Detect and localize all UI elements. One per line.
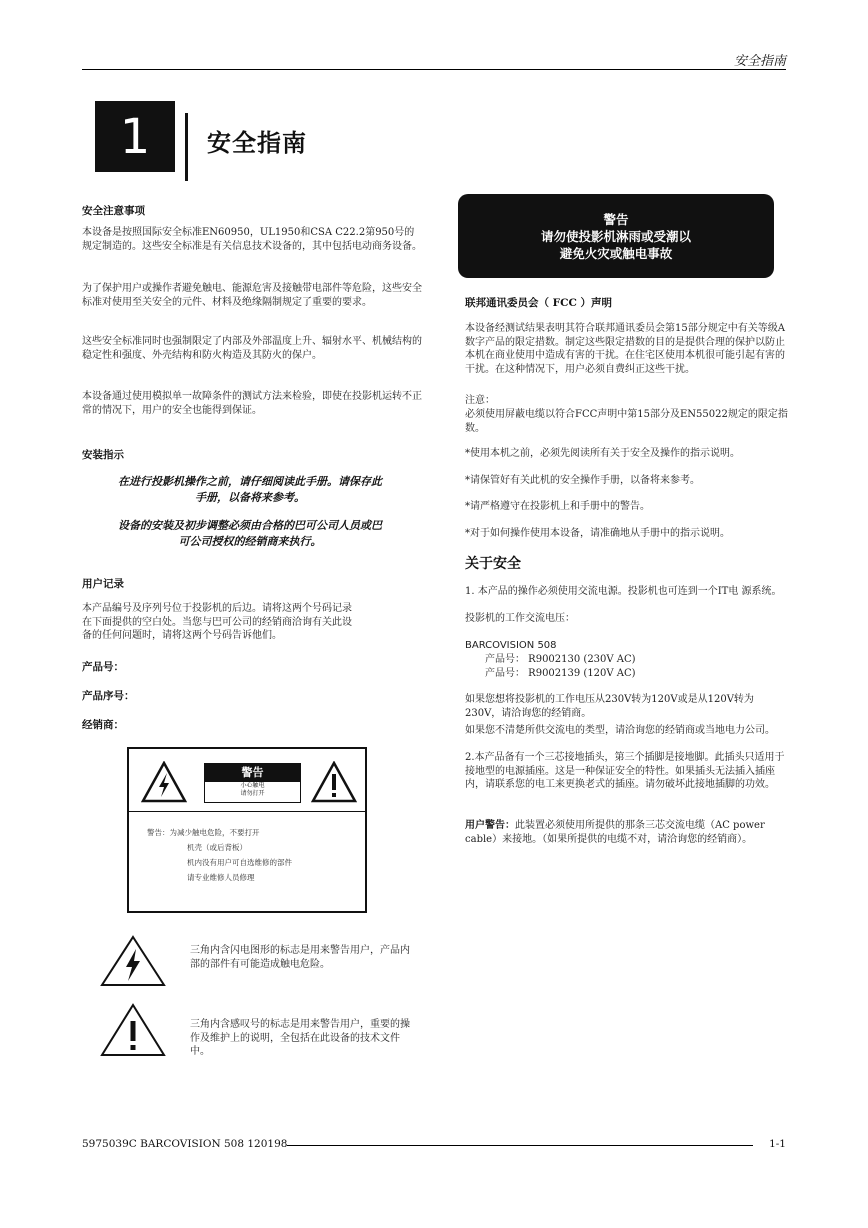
warning-title: 警告 bbox=[603, 211, 629, 227]
panel-line-3: 机内没有用户可自选维修的部件 bbox=[187, 858, 292, 867]
model-name: BARCOVISION 508 bbox=[465, 640, 557, 651]
warning-line-2: 避免火灾或触电事故 bbox=[559, 245, 673, 261]
bullet-1: *使用本机之前，必须先阅读所有关于安全及操作的指示说明。 bbox=[465, 448, 740, 459]
panel-warning-title: 警告 bbox=[205, 764, 300, 782]
warning-line-1: 请勿使投影机淋雨或受潮以 bbox=[540, 228, 691, 244]
panel-line-2: 机壳（或后背板） bbox=[187, 843, 247, 852]
lightning-symbol-icon bbox=[100, 935, 166, 987]
exclamation-warning-icon bbox=[311, 761, 357, 803]
chapter-number: 1 bbox=[119, 108, 151, 165]
safety-heading: 安全注意事项 bbox=[82, 205, 145, 217]
footer-rule bbox=[287, 1145, 753, 1146]
chapter-title: 安全指南 bbox=[207, 128, 307, 157]
panel-warning-sub-2: 请勿打开 bbox=[240, 790, 265, 797]
fcc-paragraph: 本设备经测试结果表明其符合联邦通讯委员会第15部分规定中有关等级A数字产品的限定措数。制定这些限定措数的目的是提供合理的保护以防止本机在商业使用中造成有害的干扰。在住宅区使用本机很可能引起有害的干扰。在这种情况下，用户必须自费纠正这些干扰。 bbox=[465, 323, 785, 375]
model-line-1: 产品号： R9002130 (230V AC) bbox=[485, 654, 636, 665]
user-warning bbox=[465, 819, 790, 846]
header-title: 安全指南 bbox=[733, 54, 786, 69]
install-emphasis-2: 设备的安装及初步调整必须由合格的巴可公司人员或巴可公司授权的经销商来执行。 bbox=[118, 519, 382, 548]
install-heading: 安装指示 bbox=[82, 449, 124, 461]
serial-number-label: 产品序号： bbox=[82, 690, 135, 702]
moisture-warning-box bbox=[458, 194, 774, 278]
about-paragraph-4: 如果您不清楚所供交流电的类型，请洽询您的经销商或当地电力公司。 bbox=[465, 725, 775, 736]
product-number-label: 产品号： bbox=[82, 661, 124, 673]
safety-paragraph-3: 这些安全标准同时也强制限定了内部及外部温度上升、辐射水平、机械结构的稳定性和强度、外壳结构和防火构造及其防火的保户。 bbox=[82, 336, 422, 361]
model-line-2: 产品号： R9002139 (120V AC) bbox=[485, 668, 636, 679]
chapter-number-box bbox=[95, 101, 175, 172]
safety-paragraph-2: 为了保护用户或操作者避免触电、能源危害及接触带电部件等危险，这些安全标准对使用至关安全的元件、材料及绝缘隔制规定了重要的要求。 bbox=[82, 283, 422, 308]
about-paragraph-1: 1. 本产品的操作必须使用交流电源。投影机也可连到一个IT电 源系统。 bbox=[465, 586, 782, 597]
note-paragraph: 必须使用屏蔽电缆以符合FCC声明中第15部分及EN55022规定的限定指数。 bbox=[465, 409, 788, 434]
record-heading: 用户记录 bbox=[82, 578, 124, 590]
about-paragraph-3: 如果您想将投影机的工作电压从230V转为120V或是从120V转为230V，请洽询您的经销商。 bbox=[465, 694, 754, 719]
panel-line-1: 警告：为减少触电危险，不要打开 bbox=[147, 828, 260, 837]
panel-text bbox=[147, 825, 292, 885]
exclamation-symbol-description: 三角内含感叹号的标志是用来警告用户，重要的操作及维护上的说明，全包括在此设备的技术文件中。 bbox=[190, 1019, 410, 1057]
panel-warning-sub-1: 小心触电 bbox=[240, 782, 265, 789]
safety-paragraph-4: 本设备通过使用模拟单一故障条件的测试方法来检验，即使在投影机运转不正常的情况下，用户的安全也能得到保证。 bbox=[82, 391, 422, 416]
user-warning-label: 用户警告： bbox=[465, 820, 515, 831]
lightning-symbol-description: 三角内含闪电图形的标志是用来警告用户，产品内部的部件有可能造成触电危险。 bbox=[190, 945, 410, 970]
safety-paragraph-1: 本设备是按照国际安全标准EN60950，UL1950和CSA C22.2第950号的规定制造的。这些安全标准是有关信息技术设备的，其中包括电动商务设备。 bbox=[82, 227, 422, 252]
panel-line-4: 请专业维修人员修理 bbox=[187, 873, 255, 882]
record-paragraph: 本产品编号及序列号位于投影机的后边。请将这两个号码记录在下面提供的空白处。当您与巴可公司的经销商洽询有关此设备的任何问题时，请将这两个号码告诉他们。 bbox=[82, 603, 352, 641]
exclamation-symbol-icon bbox=[100, 1003, 166, 1057]
install-emphasis-1: 在进行投影机操作之前，请仔细阅读此手册。请保存此手册，以备将来参考。 bbox=[118, 475, 382, 504]
lightning-warning-icon bbox=[141, 761, 187, 803]
bullet-3: *请严格遵守在投影机上和手册中的警告。 bbox=[465, 501, 650, 512]
fcc-heading: 联邦通讯委员会（ FCC ）声明 bbox=[465, 297, 612, 309]
warning-label-panel bbox=[127, 747, 367, 913]
panel-divider bbox=[129, 811, 365, 812]
footer-doc-id: 5975039C BARCOVISION 508 120198 bbox=[82, 1138, 288, 1150]
panel-warning-tag bbox=[204, 763, 301, 803]
bullet-2: *请保管好有关此机的安全操作手册，以备将来参考。 bbox=[465, 475, 700, 486]
dealer-label: 经销商： bbox=[82, 719, 124, 731]
bullet-4: *对于如何操作使用本设备，请准确地从手册中的指示说明。 bbox=[465, 528, 730, 539]
user-warning-text: 此装置必须使用所提供的那条三芯交流电缆（AC power cable）来接地。（如果所提供的电缆不对，请洽询您的经销商）。 bbox=[465, 820, 765, 845]
chapter-divider bbox=[185, 113, 188, 181]
note-label: 注意： bbox=[465, 395, 495, 406]
about-safety-heading: 关于安全 bbox=[465, 556, 521, 572]
about-paragraph-5: 2.本产品备有一个三芯接地插头，第三个插脚是接地脚。此插头只适用于接地型的电源插座。这是一种保证安全的特性。如果插头无法插入插座内，请联系您的电工来更换老式的插座。请勿破坏此接地插脚的功效。 bbox=[465, 752, 785, 790]
about-paragraph-2: 投影机的工作交流电压： bbox=[465, 613, 575, 624]
header-rule bbox=[82, 69, 786, 70]
page-number: 1-1 bbox=[769, 1138, 786, 1150]
